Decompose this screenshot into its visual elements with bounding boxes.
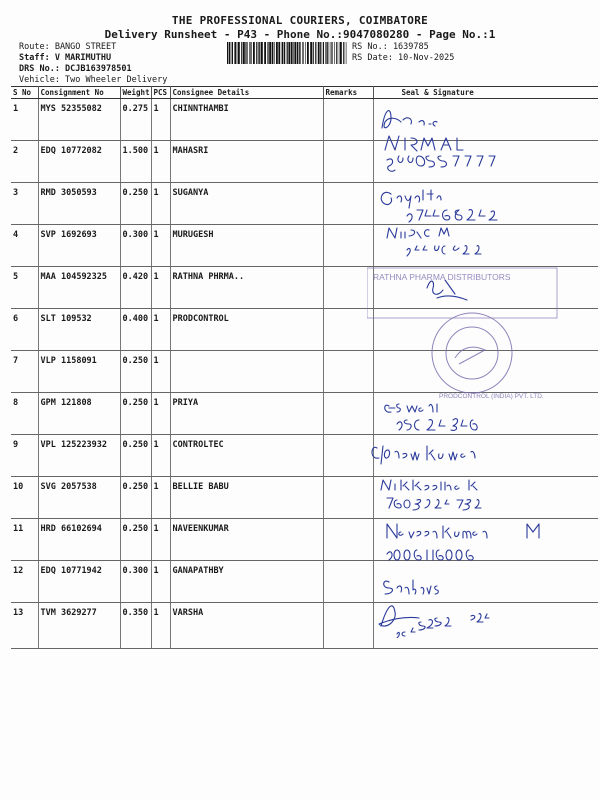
cell-seal [373,435,598,477]
cell-consignee: NAVEENKUMAR [170,519,323,561]
cell-pcs: 1 [151,393,170,435]
barcode [227,42,347,64]
cell-seal [373,561,598,603]
runsheet-table [11,86,598,649]
cell-weight: 0.250 [120,183,151,225]
cell-consignee: PRIYA [170,393,323,435]
rs-number: RS No.: 1639785 [352,42,429,52]
cell-consignee: SUGANYA [170,183,323,225]
cell-consignee [170,351,323,393]
cell-remarks [323,477,373,519]
table-row [11,603,598,649]
cell-seal [373,99,598,141]
cell-sno: 5 [11,267,38,309]
cell-consignee: BELLIE BABU [170,477,323,519]
cell-pcs: 1 [151,99,170,141]
cell-consignment: RMD 3050593 [38,183,120,225]
cell-remarks [323,309,373,351]
cell-weight: 0.250 [120,351,151,393]
table-row [11,435,598,477]
cell-seal [373,477,598,519]
cell-pcs: 1 [151,351,170,393]
cell-pcs: 1 [151,183,170,225]
table-row [11,225,598,267]
cell-weight: 0.420 [120,267,151,309]
cell-sno: 13 [11,603,38,649]
cell-remarks [323,393,373,435]
cell-consignee: GANAPATHBY [170,561,323,603]
cell-remarks [323,603,373,649]
cell-weight: 0.250 [120,435,151,477]
cell-sno: 10 [11,477,38,519]
cell-seal [373,183,598,225]
runsheet-title: Delivery Runsheet - P43 - Phone No.:9047080280 - Page No.:1 [104,28,496,41]
cell-consignee: CONTROLTEC [170,435,323,477]
cell-consignment: EDQ 10772082 [38,141,120,183]
table-row [11,99,598,141]
cell-sno: 8 [11,393,38,435]
cell-sno: 4 [11,225,38,267]
table-row [11,267,598,309]
cell-seal [373,267,598,309]
cell-consignment: SVP 1692693 [38,225,120,267]
cell-consignment: HRD 66102694 [38,519,120,561]
cell-weight: 0.300 [120,225,151,267]
cell-remarks [323,435,373,477]
svg-text:PRODCONTROL (INDIA) PVT. LTD.: PRODCONTROL (INDIA) PVT. LTD. [439,393,544,400]
cell-weight: 0.275 [120,99,151,141]
cell-remarks [323,183,373,225]
cell-pcs: 1 [151,477,170,519]
cell-consignment: MAA 104592325 [38,267,120,309]
cell-remarks [323,99,373,141]
route-label: Route: BANGO STREET [19,42,117,52]
table-row [11,183,598,225]
table-row [11,477,598,519]
cell-remarks [323,351,373,393]
cell-weight: 0.300 [120,561,151,603]
cell-consignment: SVG 2057538 [38,477,120,519]
col-remarks: Remarks [323,87,373,99]
table-row [11,519,598,561]
cell-seal [373,603,598,649]
table-row [11,393,598,435]
cell-consignee: VARSHA [170,603,323,649]
col-seal: Seal & Signature [373,87,598,99]
cell-consignment: SLT 109532 [38,309,120,351]
cell-pcs: 1 [151,435,170,477]
cell-consignment: VPL 125223932 [38,435,120,477]
drs-label: DRS No.: DCJB163978501 [19,64,132,74]
cell-seal [373,519,598,561]
cell-remarks [323,519,373,561]
table-row [11,141,598,183]
cell-sno: 1 [11,99,38,141]
cell-consignment: TVM 3629277 [38,603,120,649]
table-row [11,561,598,603]
cell-remarks [323,225,373,267]
cell-consignee: CHINNTHAMBI [170,99,323,141]
table-row [11,351,598,393]
cell-consignee: RATHNA PHRMA.. [170,267,323,309]
cell-remarks [323,561,373,603]
cell-sno: 2 [11,141,38,183]
cell-consignee: MURUGESH [170,225,323,267]
cell-remarks [323,267,373,309]
cell-sno: 9 [11,435,38,477]
company-title: THE PROFESSIONAL COURIERS, COIMBATORE [171,14,429,27]
cell-pcs: 1 [151,603,170,649]
cell-sno: 3 [11,183,38,225]
cell-consignee: MAHASRI [170,141,323,183]
col-sno: S No [11,87,38,99]
cell-pcs: 1 [151,519,170,561]
col-weight: Weight [120,87,151,99]
staff-label: Staff: V MARIMUTHU [19,53,112,63]
vehicle-label: Vehicle: Two Wheeler Delivery [19,75,168,85]
cell-sno: 11 [11,519,38,561]
cell-weight: 1.500 [120,141,151,183]
col-consignment: Consignment No [38,87,120,99]
cell-pcs: 1 [151,225,170,267]
cell-pcs: 1 [151,561,170,603]
col-consignee: Consignee Details [170,87,323,99]
cell-sno: 12 [11,561,38,603]
cell-sno: 6 [11,309,38,351]
table-header-row [11,87,598,99]
cell-weight: 0.250 [120,477,151,519]
cell-seal [373,393,598,435]
table-row [11,309,598,351]
cell-pcs: 1 [151,141,170,183]
rs-date: RS Date: 10-Nov-2025 [352,53,455,63]
col-pcs: PCS [151,87,170,99]
cell-sno: 7 [11,351,38,393]
cell-consignment: MYS 52355082 [38,99,120,141]
cell-weight: 0.400 [120,309,151,351]
cell-consignment: VLP 1158091 [38,351,120,393]
cell-consignment: GPM 121808 [38,393,120,435]
cell-seal [373,309,598,351]
cell-weight: 0.350 [120,603,151,649]
cell-pcs: 1 [151,267,170,309]
cell-seal [373,141,598,183]
cell-seal [373,225,598,267]
cell-pcs: 1 [151,309,170,351]
svg-text:RATHNA PHARMA DISTRIBUTORS: RATHNA PHARMA DISTRIBUTORS [373,272,511,282]
cell-consignee: PRODCONTROL [170,309,323,351]
cell-remarks [323,141,373,183]
cell-weight: 0.250 [120,393,151,435]
cell-seal [373,351,598,393]
cell-consignment: EDQ 10771942 [38,561,120,603]
cell-weight: 0.250 [120,519,151,561]
